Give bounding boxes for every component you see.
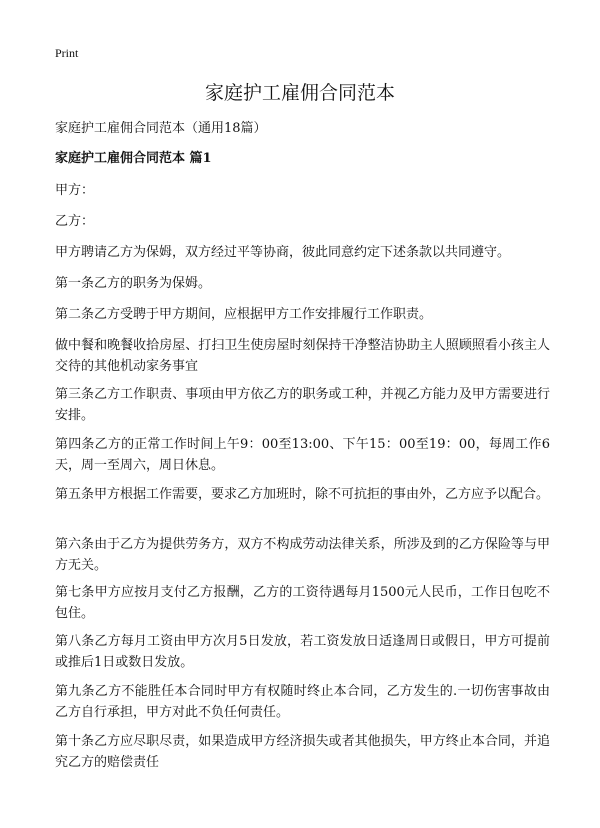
document-subtitle: 家庭护工雇佣合同范本（通用18篇） <box>55 121 267 136</box>
paragraph-party-a: 甲方： <box>55 183 95 198</box>
paragraph-article-10: 第十条乙方应尽职尽责，如果造成甲方经济损失或者其他损失，甲方终止本合同，并追究乙方的赔偿责任 <box>55 734 550 770</box>
paragraph-duties: 做中餐和晚餐收拾房屋、打扫卫生使房屋时刻保持干净整洁协助主人照顾照看小孩主人交待的其他机动家务事宜 <box>55 338 550 374</box>
page-title: 家庭护工雇佣合同范本 <box>204 82 395 104</box>
paragraph-article-3: 第三条乙方工作职责、事项由甲方依乙方的职务或工种，并视乙方能力及甲方需要进行安排。 <box>55 387 550 423</box>
paragraph-article-8: 第八条乙方每月工资由甲方次月5日发放，若工资发放日适逢周日或假日，甲方可提前或推后1日或数日发放。 <box>55 634 550 670</box>
paragraph-article-6: 第六条由于乙方为提供劳务方，双方不构成劳动法律关系，所涉及到的乙方保险等与甲方无关。 <box>55 537 550 573</box>
paragraph-article-5: 第五条甲方根据工作需要，要求乙方加班时，除不可抗拒的事由外，乙方应予以配合。 <box>55 487 550 502</box>
paragraph-article-7: 第七条甲方应按月支付乙方报酬，乙方的工资待遇每月1500元人民币，工作日包吃不包住。 <box>55 585 550 621</box>
paragraph-intro: 甲方聘请乙方为保姆，双方经过平等协商，彼此同意约定下述条款以共同遵守。 <box>55 245 511 260</box>
paragraph-article-2: 第二条乙方受聘于甲方期间，应根据甲方工作安排履行工作职责。 <box>55 307 433 322</box>
paragraph-article-4: 第四条乙方的正常工作时间上午9：00至13:00、下午15：00至19：00，每周工作6天，周一至周六，周日休息。 <box>55 437 550 473</box>
paragraph-article-9: 第九条乙方不能胜任本合同时甲方有权随时终止本合同，乙方发生的.一切伤害事故由乙方自行承担，甲方对此不负任何责任。 <box>55 684 550 720</box>
paragraph-article-1: 第一条乙方的职务为保姆。 <box>55 276 212 291</box>
paragraph-party-b: 乙方： <box>55 214 95 229</box>
print-link[interactable]: Print <box>55 46 79 60</box>
section-heading: 家庭护工雇佣合同范本 篇1 <box>55 151 212 166</box>
